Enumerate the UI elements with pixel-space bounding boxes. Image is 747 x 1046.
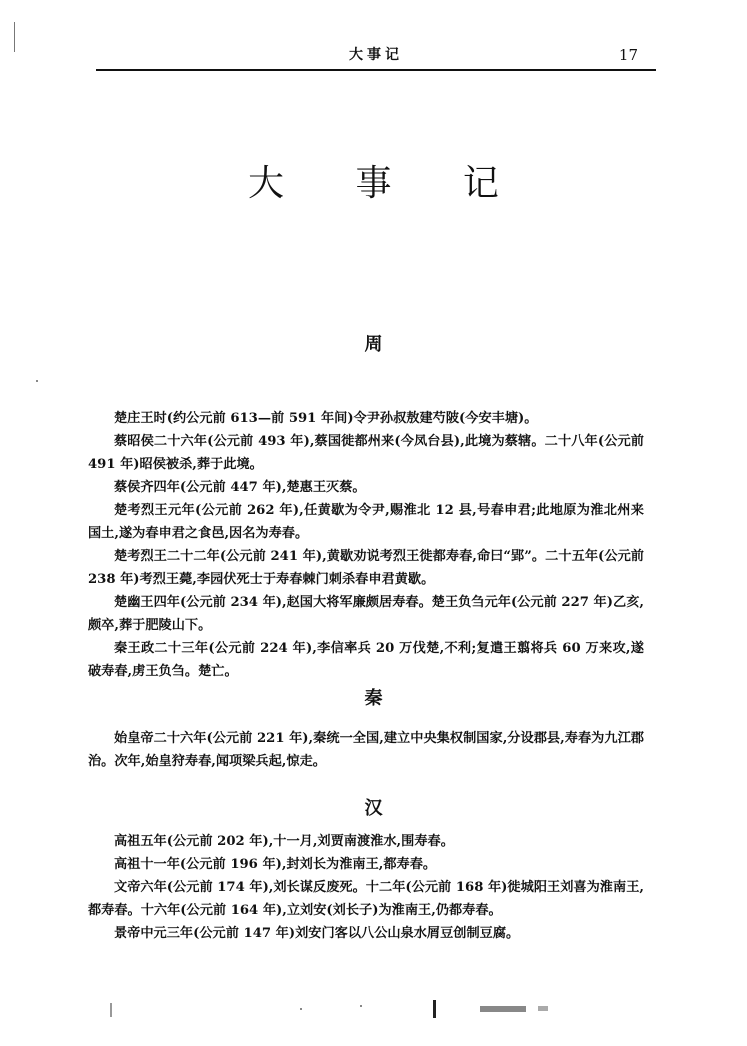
scan-artifact — [480, 1006, 526, 1012]
section-heading-han: 汉 — [364, 798, 383, 819]
paragraph: 文帝六年(公元前 174 年),刘长谋反废死。十二年(公元前 168 年)徙城阳王刘喜为淮南王,都寿春。十六年(公元前 164 年),立刘安(刘长子)为淮南王,仍都寿春。 — [88, 880, 644, 918]
paragraph: 始皇帝二十六年(公元前 221 年),秦统一全国,建立中央集权制国家,分设郡县,寿春为九江郡治。次年,始皇狩寿春,闻项梁兵起,惊走。 — [88, 731, 644, 769]
paragraph: 蔡侯齐四年(公元前 447 年),楚惠王灭蔡。 — [114, 480, 366, 495]
header-rule — [96, 69, 656, 71]
paragraph: 楚考烈王二十二年(公元前 241 年),黄歇劝说考烈王徙都寿春,命曰“郢”。二十五年(公元前 238 年)考烈王薨,李园伏死士于寿春棘门刺杀春申君黄歇。 — [88, 549, 644, 587]
paragraph: 高祖五年(公元前 202 年),十一月,刘贾南渡淮水,围寿春。 — [114, 834, 454, 849]
paragraph: 蔡昭侯二十六年(公元前 493 年),蔡国徙都州来(今凤台县),此境为蔡辖。二十八年(公元前 491 年)昭侯被杀,葬于此境。 — [88, 434, 644, 472]
section-heading-qin: 秦 — [364, 688, 383, 709]
scan-speck — [300, 1008, 302, 1010]
paragraph: 高祖十一年(公元前 196 年),封刘长为淮南王,都寿春。 — [114, 857, 437, 872]
paragraph: 楚庄王时(约公元前 613—前 591 年间)令尹孙叔敖建芍陂(今安丰塘)。 — [114, 411, 538, 426]
section-body-zhou — [88, 407, 644, 683]
scan-artifact — [433, 1000, 436, 1018]
running-header — [96, 44, 656, 68]
scan-speck — [36, 380, 38, 382]
paragraph: 楚幽王四年(公元前 234 年),赵国大将军廉颇居寿春。楚王负刍元年(公元前 227 年)乙亥,颇卒,葬于肥陵山下。 — [88, 595, 644, 633]
paragraph: 楚考烈王元年(公元前 262 年),任黄歇为令尹,赐淮北 12 县,号春申君;此地原为淮北州来国土,遂为春申君之食邑,因名为寿春。 — [88, 503, 644, 541]
section-body-qin — [88, 727, 644, 773]
paragraph: 景帝中元三年(公元前 147 年)刘安门客以八公山泉水屑豆创制豆腐。 — [114, 926, 520, 941]
page-number: 17 — [618, 46, 638, 64]
section-heading-zhou: 周 — [364, 334, 383, 355]
section-body-han — [88, 830, 644, 945]
page-title: 大 事 记 — [248, 163, 529, 204]
scan-edge-line — [14, 22, 15, 52]
running-title: 大事记 — [349, 47, 403, 63]
scan-artifact — [110, 1003, 112, 1017]
scan-speck — [360, 1005, 362, 1007]
paragraph: 秦王政二十三年(公元前 224 年),李信率兵 20 万伐楚,不利;复遣王翦将兵 60 万来攻,遂破寿春,虏王负刍。楚亡。 — [88, 641, 644, 679]
scan-artifact — [538, 1006, 548, 1011]
